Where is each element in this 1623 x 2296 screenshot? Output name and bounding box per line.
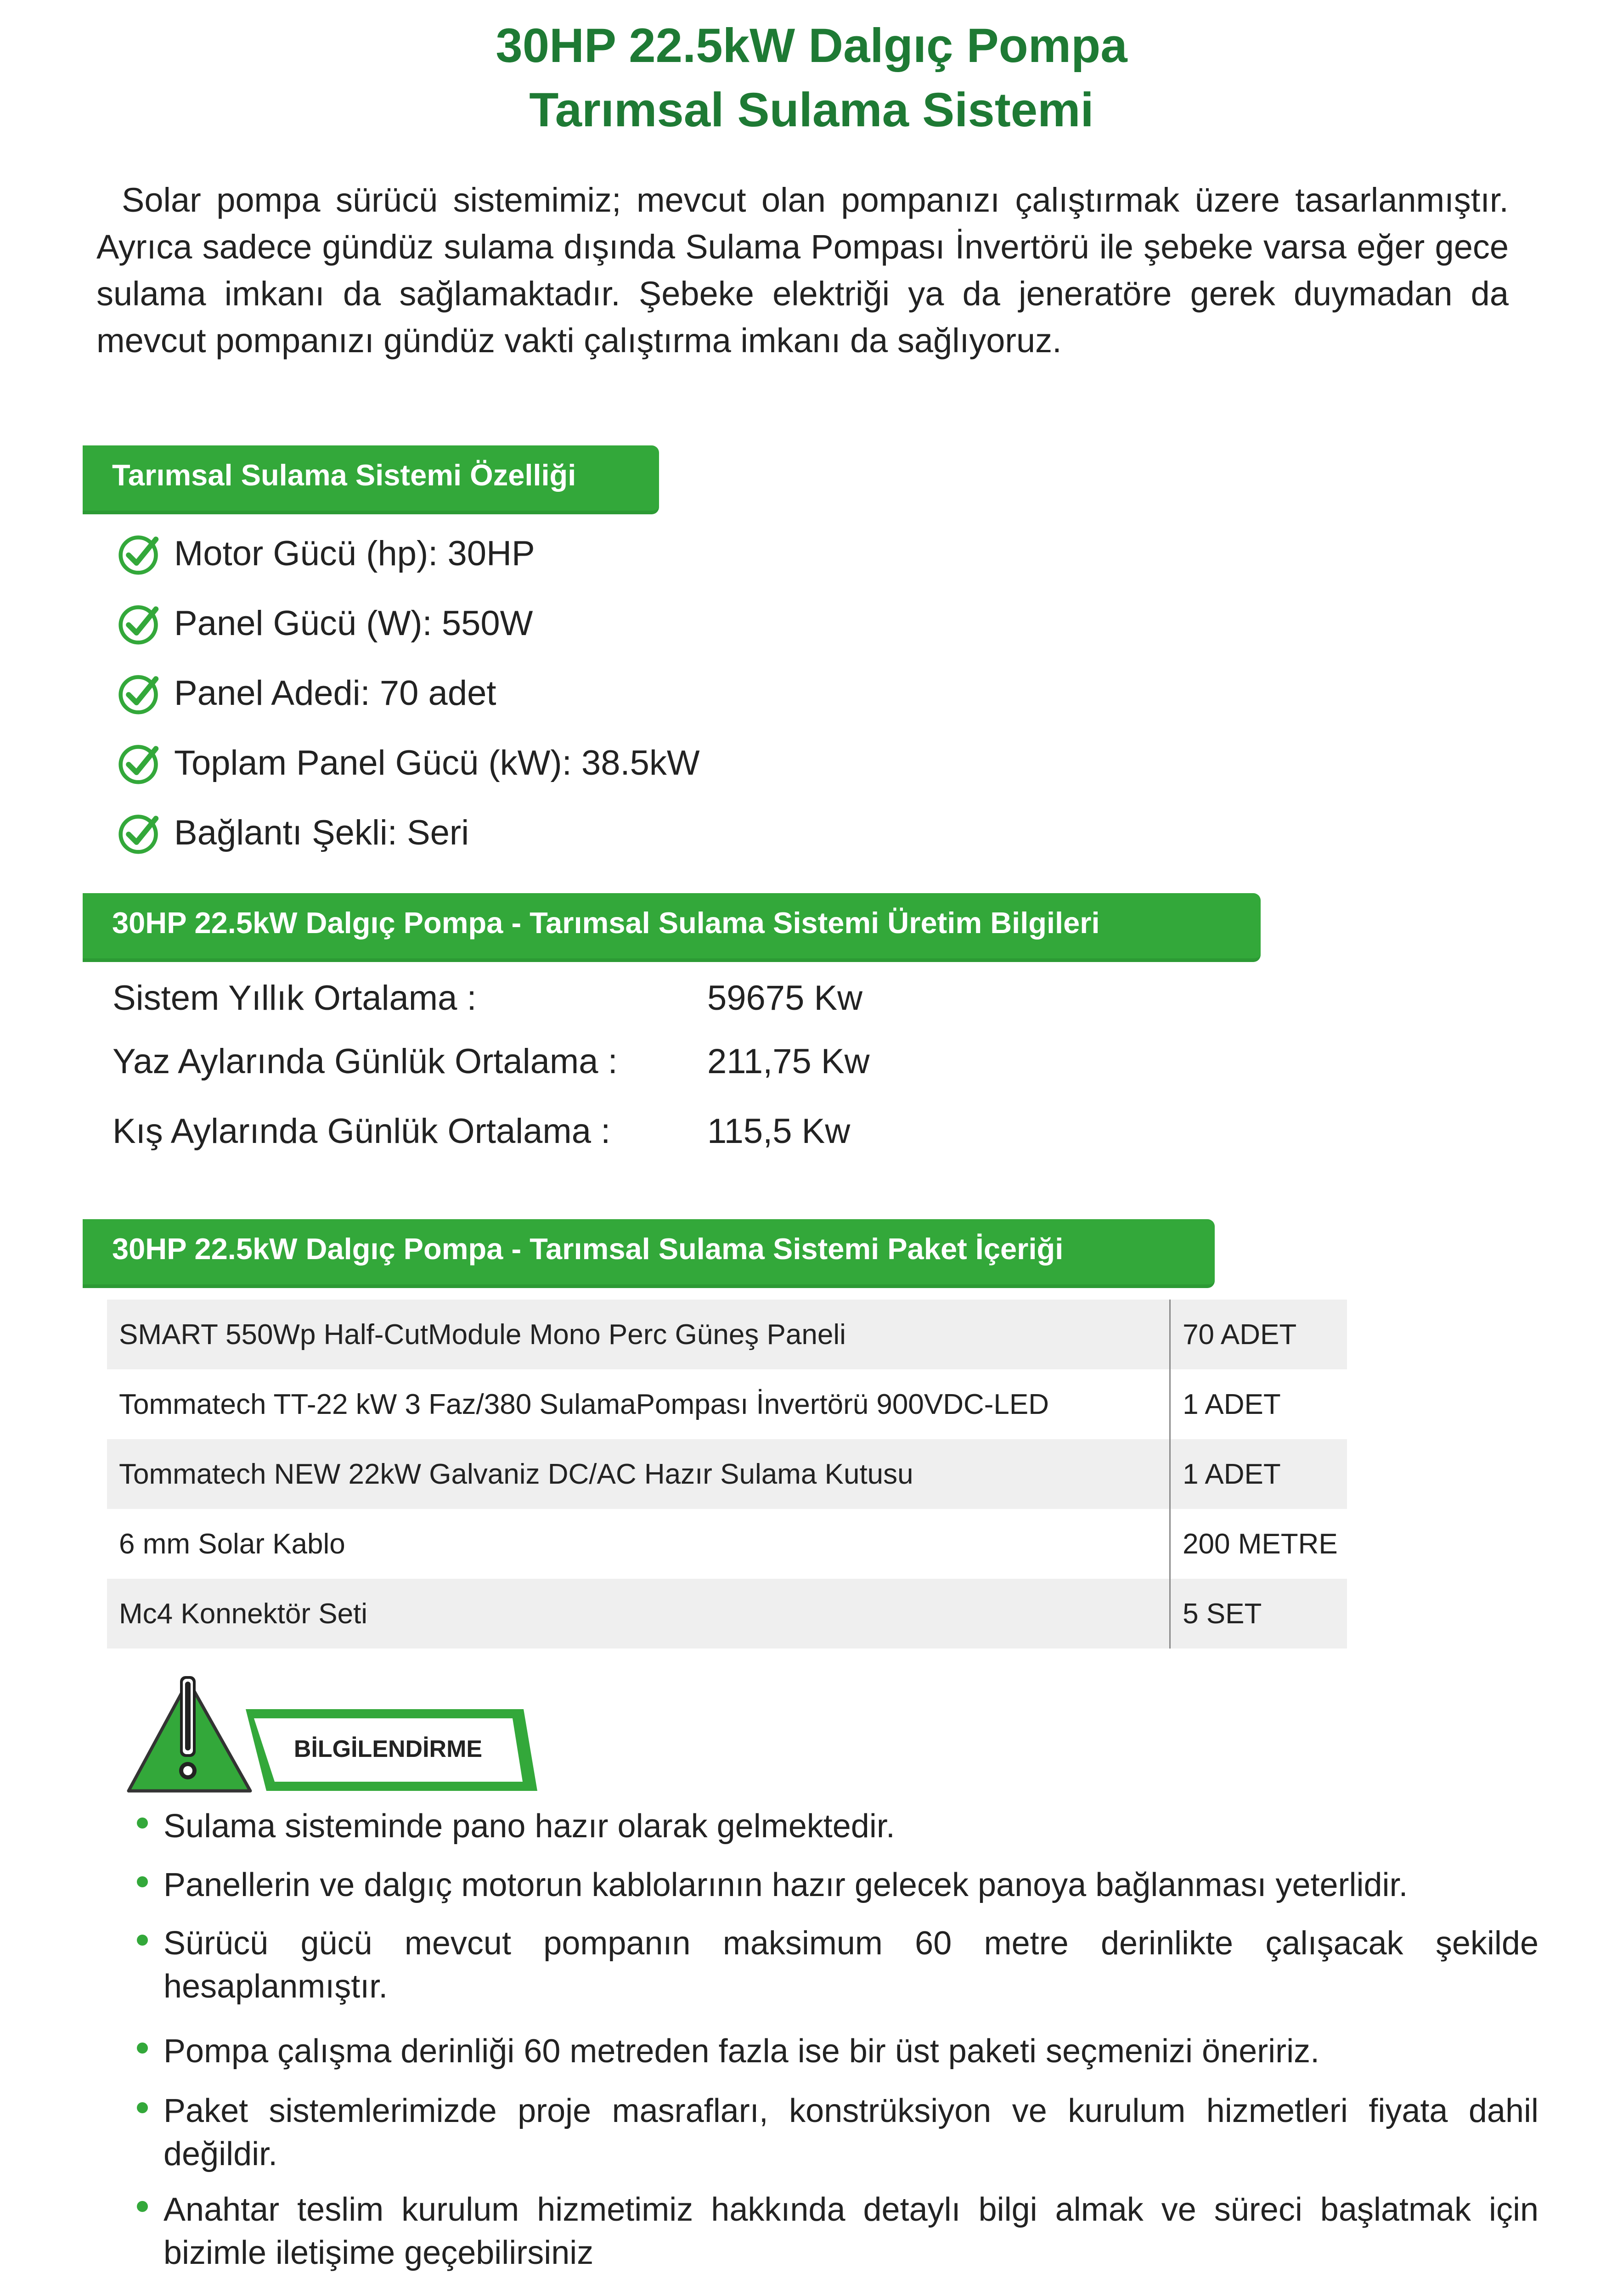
feature-label: Bağlantı Şekli: Seri bbox=[174, 813, 469, 852]
note-text: Pompa çalışma derinliği 60 metreden fazla ise bir üst paketi seçmenizi öneririz. bbox=[163, 2033, 1320, 2070]
package-item: 6 mm Solar Kablo bbox=[107, 1509, 1170, 1579]
package-table bbox=[107, 1300, 1347, 1649]
info-label: BİLGİLENDİRME bbox=[293, 1736, 483, 1762]
features-section-header: Tarımsal Sulama Sistemi Özelliği bbox=[83, 445, 659, 514]
table-row bbox=[107, 1369, 1347, 1439]
note-text: Panellerin ve dalgıç motorun kablolarının hazır gelecek panoya bağlanması yeterlidir. bbox=[163, 1867, 1408, 1903]
check-circle-icon bbox=[117, 810, 161, 855]
info-banner bbox=[124, 1676, 537, 1795]
feature-item-connection-type bbox=[117, 807, 469, 858]
package-qty: 1 ADET bbox=[1170, 1369, 1347, 1439]
package-item: Tommatech TT-22 kW 3 Faz/380 SulamaPompası İnvertörü 900VDC-LED bbox=[107, 1369, 1170, 1439]
production-value: 59675 Kw bbox=[707, 979, 863, 1018]
package-item: SMART 550Wp Half-CutModule Mono Perc Güneş Paneli bbox=[107, 1300, 1170, 1369]
package-item: Mc4 Konnektör Seti bbox=[107, 1579, 1170, 1649]
bullet-icon bbox=[137, 1935, 148, 1946]
note-text: Paket sistemlerimizde proje masrafları, konstrüksiyon ve kurulum hizmetleri fiyata dahil değildir. bbox=[163, 2093, 1538, 2172]
page-title-line-1: 30HP 22.5kW Dalgıç Pompa bbox=[496, 19, 1127, 73]
production-section-header: 30HP 22.5kW Dalgıç Pompa - Tarımsal Sulama Sistemi Üretim Bilgileri bbox=[83, 893, 1261, 962]
production-value: 211,75 Kw bbox=[707, 1042, 870, 1081]
production-row-winter bbox=[113, 1111, 851, 1151]
package-qty: 1 ADET bbox=[1170, 1439, 1347, 1509]
feature-label: Toplam Panel Gücü (kW): 38.5kW bbox=[174, 743, 700, 782]
feature-label: Panel Adedi: 70 adet bbox=[174, 673, 496, 713]
production-label: Kış Aylarında Günlük Ortalama : bbox=[113, 1112, 611, 1151]
table-row bbox=[107, 1300, 1347, 1369]
feature-item-panel-count bbox=[117, 668, 496, 718]
package-qty: 200 METRE bbox=[1170, 1509, 1347, 1579]
check-circle-icon bbox=[117, 531, 161, 575]
package-item: Tommatech NEW 22kW Galvaniz DC/AC Hazır Sulama Kutusu bbox=[107, 1439, 1170, 1509]
note-text: Anahtar teslim kurulum hizmetimiz hakkında detaylı bilgi almak ve süreci başlatmak için bizimle iletişime geçebilirsiniz bbox=[163, 2191, 1538, 2271]
feature-item-panel-power bbox=[117, 598, 533, 648]
table-row bbox=[107, 1509, 1347, 1579]
bullet-icon bbox=[137, 2102, 148, 2113]
feature-item-motor-power bbox=[117, 528, 535, 579]
package-qty: 5 SET bbox=[1170, 1579, 1347, 1649]
note-text: Sürücü gücü mevcut pompanın maksimum 60 metre derinlikte çalışacak şekilde hesaplanmıştır. bbox=[163, 1925, 1538, 2005]
check-circle-icon bbox=[117, 741, 161, 785]
page-title bbox=[0, 14, 1623, 142]
package-qty: 70 ADET bbox=[1170, 1300, 1347, 1369]
table-row bbox=[107, 1439, 1347, 1509]
intro-paragraph: Solar pompa sürücü sistemimiz; mevcut olan pompanızı çalıştırmak üzere tasarlanmıştır. Ayrıca sadece gündüz sulama dışında Sulama Pompası İnvertörü ile şebeke varsa eğer gece sulama imkanı da sağlamaktadır. Şebeke elektriği ya da jeneratöre gerek duymadan da mevcut pompanızı gündüz vakti çalıştırma imkanı da sağlıyoruz. bbox=[96, 181, 1509, 360]
page-title-line-2: Tarımsal Sulama Sistemi bbox=[529, 83, 1094, 137]
bullet-icon bbox=[137, 1818, 148, 1829]
package-section-header: 30HP 22.5kW Dalgıç Pompa - Tarımsal Sulama Sistemi Paket İçeriği bbox=[83, 1219, 1215, 1288]
bullet-icon bbox=[137, 2043, 148, 2054]
bullet-icon bbox=[137, 1876, 148, 1887]
bullet-icon bbox=[137, 2201, 148, 2212]
feature-item-total-panel-power bbox=[117, 737, 700, 788]
production-value: 115,5 Kw bbox=[707, 1112, 851, 1151]
check-circle-icon bbox=[117, 601, 161, 645]
check-circle-icon bbox=[117, 671, 161, 715]
production-label: Sistem Yıllık Ortalama : bbox=[113, 979, 477, 1018]
warning-triangle-icon bbox=[129, 1676, 250, 1791]
note-text: Sulama sisteminde pano hazır olarak gelmektedir. bbox=[163, 1808, 895, 1845]
feature-label: Motor Gücü (hp): 30HP bbox=[174, 534, 535, 573]
production-label: Yaz Aylarında Günlük Ortalama : bbox=[113, 1042, 618, 1081]
table-row bbox=[107, 1579, 1347, 1649]
feature-label: Panel Gücü (W): 550W bbox=[174, 603, 533, 643]
production-row-summer bbox=[113, 1041, 870, 1081]
production-row-yearly bbox=[113, 978, 863, 1018]
